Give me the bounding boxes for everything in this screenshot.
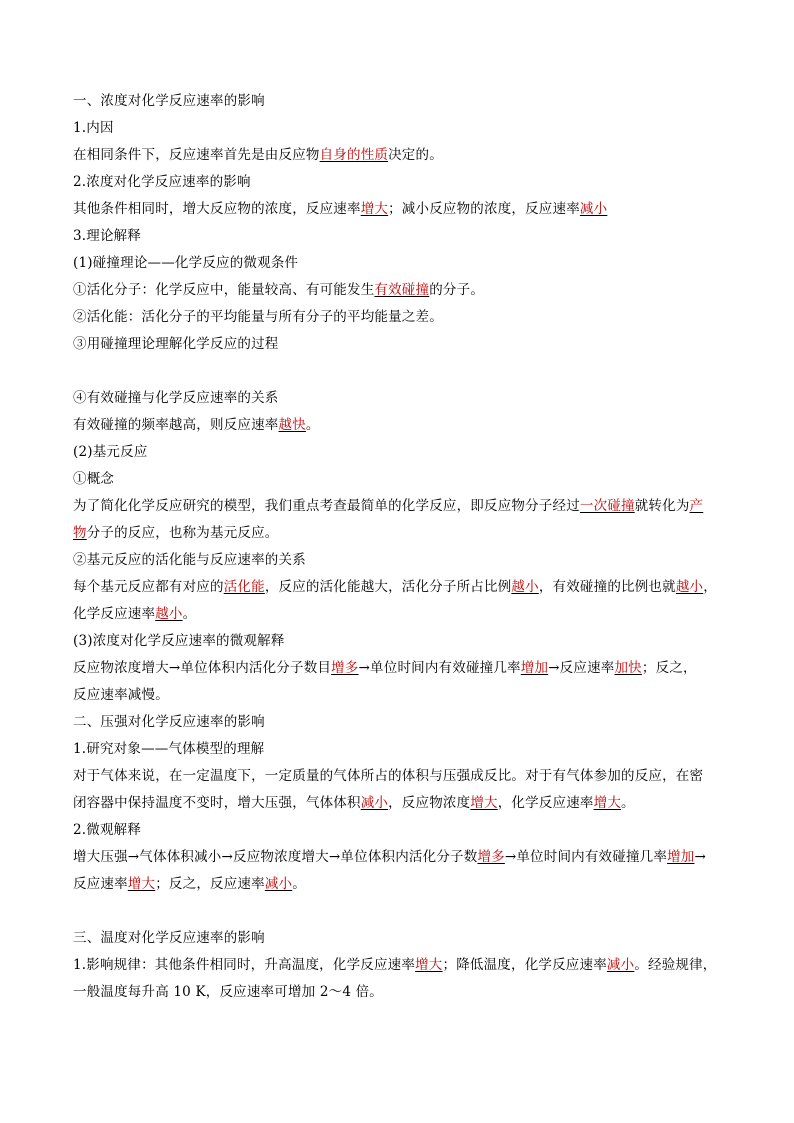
text-line bbox=[73, 790, 729, 817]
text-segment: (2)基元反应 bbox=[73, 444, 148, 460]
text-line bbox=[73, 925, 729, 952]
answer-fill: 越小 bbox=[155, 606, 183, 622]
text-segment: ；降低温度，化学反应速率 bbox=[442, 957, 607, 973]
text-line bbox=[73, 304, 729, 331]
text-line bbox=[73, 142, 729, 169]
text-line bbox=[73, 979, 729, 1006]
answer-fill: 增大 bbox=[593, 795, 622, 811]
text-segment: ③用碰撞理论理解化学反应的过程 bbox=[73, 336, 279, 352]
answer-fill: 越快 bbox=[278, 417, 306, 433]
text-line bbox=[73, 547, 729, 574]
text-line bbox=[73, 844, 729, 871]
text-segment: 。 bbox=[182, 606, 197, 622]
text-segment: 有效碰撞的频率越高，则反应速率 bbox=[73, 417, 279, 433]
text-segment: ①概念 bbox=[73, 471, 115, 487]
text-segment: →单位时间内有效碰撞几率 bbox=[504, 849, 668, 865]
answer-fill: 增大 bbox=[127, 876, 156, 892]
answer-fill: 一次碰撞 bbox=[579, 498, 635, 514]
text-segment: 其他条件相同时，增大反应物的浓度，反应速率 bbox=[73, 201, 361, 217]
blank-line bbox=[73, 358, 729, 385]
answer-fill: 减小 bbox=[360, 795, 389, 811]
text-line bbox=[73, 88, 729, 115]
text-segment: 为了简化化学反应研究的模型，我们重点考查最简单的化学反应，即反应物分子经过 bbox=[73, 498, 580, 514]
text-line bbox=[73, 574, 729, 601]
text-line bbox=[73, 817, 729, 844]
text-segment: 就转化为 bbox=[634, 498, 690, 514]
text-segment: 2.浓度对化学反应速率的影响 bbox=[73, 174, 251, 190]
blank-line bbox=[73, 898, 729, 925]
text-line bbox=[73, 736, 729, 763]
text-segment: 二、压强对化学反应速率的影响 bbox=[73, 714, 265, 730]
text-segment: →单位时间内有效碰撞几率 bbox=[358, 660, 521, 676]
text-segment: ②基元反应的活化能与反应速率的关系 bbox=[73, 552, 306, 568]
text-segment: 一般温度每升高 10 K，反应速率可增加 2～4 倍。 bbox=[73, 984, 384, 1000]
answer-fill: 加快 bbox=[614, 660, 642, 676]
text-line bbox=[73, 196, 729, 223]
text-line bbox=[73, 628, 729, 655]
text-line bbox=[73, 439, 729, 466]
text-segment: →反应速率 bbox=[548, 660, 615, 676]
text-segment: 在相同条件下，反应速率首先是由反应物 bbox=[73, 147, 320, 163]
text-line bbox=[73, 601, 729, 628]
text-line bbox=[73, 466, 729, 493]
answer-fill: 减小 bbox=[579, 201, 608, 217]
text-line bbox=[73, 871, 729, 898]
text-segment: ；反之，反应速率 bbox=[155, 876, 265, 892]
text-segment: 的分子。 bbox=[429, 282, 485, 298]
text-segment: 1.内因 bbox=[73, 120, 114, 136]
answer-fill: 增加 bbox=[667, 849, 695, 865]
answer-fill: 自身的性质 bbox=[319, 147, 389, 163]
answer-fill: 产 bbox=[689, 498, 704, 514]
text-segment: ；反之， bbox=[641, 660, 697, 676]
text-segment: 。 bbox=[292, 876, 306, 892]
text-line bbox=[73, 169, 729, 196]
answer-fill: 增多 bbox=[331, 660, 359, 676]
text-segment: ，反应物浓度 bbox=[388, 795, 471, 811]
text-segment: 反应速率 bbox=[73, 876, 128, 892]
answer-fill: 减小 bbox=[264, 876, 293, 892]
text-segment: (1)碰撞理论——化学反应的微观条件 bbox=[73, 255, 299, 271]
text-segment: ②活化能：活化分子的平均能量与所有分子的平均能量之差。 bbox=[73, 309, 443, 325]
text-segment: 。经验规律， bbox=[634, 957, 717, 973]
text-segment: 。 bbox=[305, 417, 320, 433]
text-line bbox=[73, 493, 729, 520]
answer-fill: 越小 bbox=[511, 579, 539, 595]
text-line bbox=[73, 763, 729, 790]
text-line bbox=[73, 655, 729, 682]
answer-fill: 越小 bbox=[675, 579, 704, 595]
text-segment: 决定的。 bbox=[388, 147, 443, 163]
text-segment: 3.理论解释 bbox=[73, 228, 142, 244]
text-segment: 反应速率减慢。 bbox=[73, 687, 169, 703]
answer-fill: 物 bbox=[73, 525, 87, 541]
text-line bbox=[73, 952, 729, 979]
answer-fill: 增大 bbox=[360, 201, 389, 217]
text-line bbox=[73, 277, 729, 304]
answer-fill: 活化能 bbox=[223, 579, 265, 595]
text-segment: ，反应的活化能越大，活化分子所占比例 bbox=[264, 579, 512, 595]
text-segment: 分子的反应，也称为基元反应。 bbox=[86, 525, 279, 541]
text-line bbox=[73, 520, 729, 547]
answer-fill: 增大 bbox=[415, 957, 443, 973]
answer-fill: 减小 bbox=[606, 957, 635, 973]
text-segment: 化学反应速率 bbox=[73, 606, 156, 622]
text-segment: ，化学反应速率 bbox=[497, 795, 594, 811]
text-segment: ④有效碰撞与化学反应速率的关系 bbox=[73, 390, 279, 406]
text-segment: 一、浓度对化学反应速率的影响 bbox=[73, 93, 265, 109]
text-line bbox=[73, 250, 729, 277]
answer-fill: 有效碰撞 bbox=[374, 282, 430, 298]
text-segment: 反应物浓度增大→单位体积内活化分子数目 bbox=[73, 660, 332, 676]
text-line bbox=[73, 223, 729, 250]
text-line bbox=[73, 709, 729, 736]
text-segment: 。 bbox=[621, 795, 635, 811]
text-segment: 1.影响规律：其他条件相同时，升高温度，化学反应速率 bbox=[73, 957, 416, 973]
answer-fill: 增多 bbox=[477, 849, 505, 865]
text-line bbox=[73, 412, 729, 439]
text-segment: ①活化分子：化学反应中，能量较高、有可能发生 bbox=[73, 282, 375, 298]
text-segment: 增大压强→气体体积减小→反应物浓度增大→单位体积内活化分子数 bbox=[73, 849, 478, 865]
text-line bbox=[73, 115, 729, 142]
text-segment: 闭容器中保持温度不变时，增大压强，气体体积 bbox=[73, 795, 361, 811]
text-segment: 对于气体来说，在一定温度下，一定质量的气体所占的体积与压强成反比。对于有气体参加的反应，在密 bbox=[73, 768, 704, 784]
text-segment: ；减小反应物的浓度，反应速率 bbox=[388, 201, 580, 217]
answer-fill: 增大 bbox=[470, 795, 498, 811]
text-segment: 2.微观解释 bbox=[73, 822, 142, 838]
text-line bbox=[73, 385, 729, 412]
text-segment: 三、温度对化学反应速率的影响 bbox=[73, 930, 265, 946]
text-line bbox=[73, 331, 729, 358]
text-segment: 1.研究对象——气体模型的理解 bbox=[73, 741, 265, 757]
document-page bbox=[73, 88, 729, 1006]
text-segment: ， bbox=[703, 579, 717, 595]
text-segment: ，有效碰撞的比例也就 bbox=[538, 579, 676, 595]
text-segment: (3)浓度对化学反应速率的微观解释 bbox=[73, 633, 285, 649]
answer-fill: 增加 bbox=[520, 660, 549, 676]
text-segment: → bbox=[694, 849, 706, 865]
text-segment: 每个基元反应都有对应的 bbox=[73, 579, 224, 595]
text-line bbox=[73, 682, 729, 709]
